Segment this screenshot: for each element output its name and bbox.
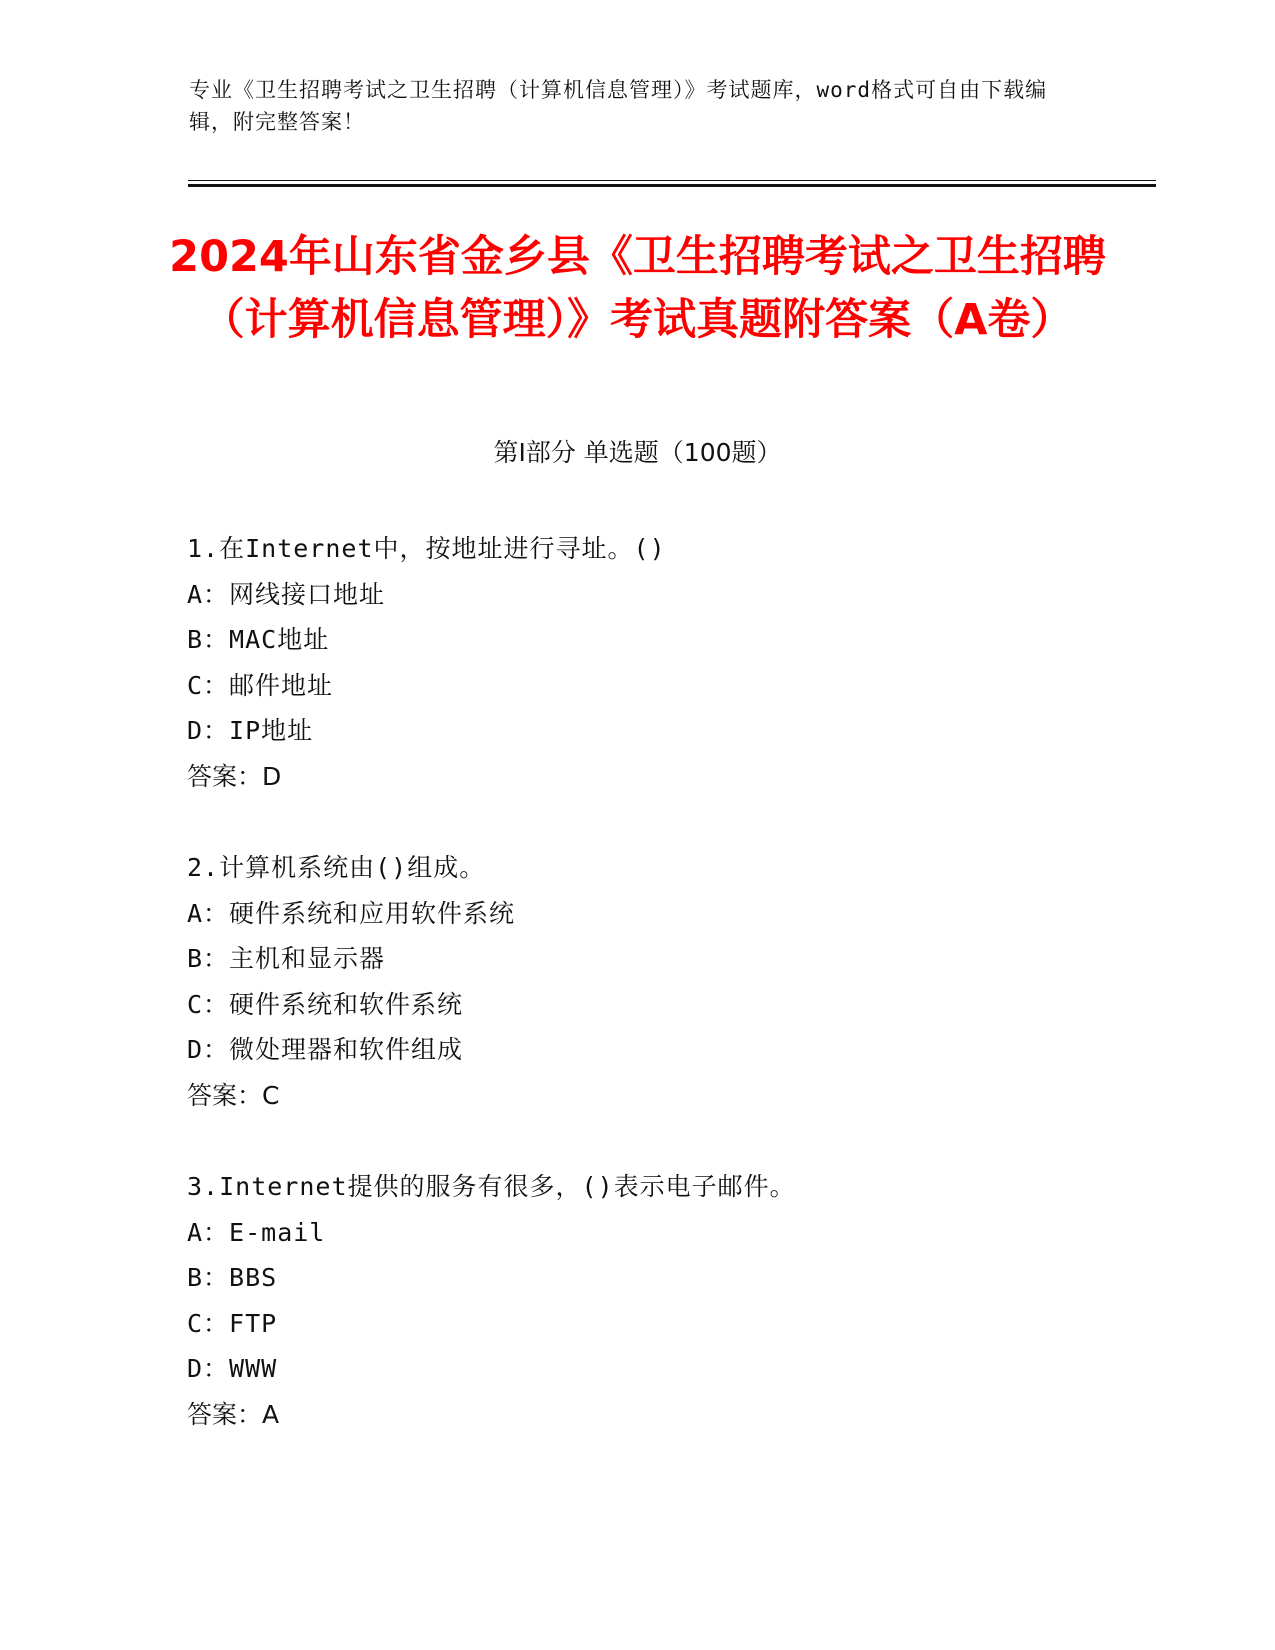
- question-item: [187, 845, 1137, 1118]
- answer-line: 答案：C: [187, 1080, 280, 1110]
- option-d: D：微处理器和软件组成: [187, 1035, 464, 1064]
- header-note: 专业《卫生招聘考试之卫生招聘（计算机信息管理）》考试题库，word格式可自由下载编辑，附完整答案！: [189, 78, 1048, 134]
- section-heading: 第I部分 单选题（100题）: [493, 438, 782, 467]
- option-c: C：邮件地址: [187, 670, 334, 700]
- question-stem: 1.在Internet中，按地址进行寻址。(): [187, 534, 666, 563]
- option-c: C：FTP: [187, 1308, 278, 1338]
- option-b: B：BBS: [187, 1263, 278, 1292]
- option-b: B：主机和显示器: [187, 944, 386, 973]
- question-item: [187, 1164, 1137, 1437]
- option-a: A：网线接口地址: [187, 579, 386, 609]
- header-divider-thin: [188, 180, 1156, 181]
- option-b: B：MAC地址: [187, 625, 330, 654]
- option-d: D：WWW: [187, 1354, 278, 1383]
- option-a: A：E-mail: [187, 1217, 326, 1247]
- document-title: 2024年山东省金乡县《卫生招聘考试之卫生招聘（计算机信息管理）》考试真题附答案（A卷）: [169, 232, 1106, 345]
- option-d: D：IP地址: [187, 716, 314, 745]
- answer-line: 答案：A: [187, 1399, 280, 1429]
- question-stem: 2.计算机系统由()组成。: [187, 853, 486, 882]
- answer-line: 答案：D: [187, 761, 282, 791]
- header-divider-thick: [188, 184, 1156, 187]
- question-item: [187, 526, 1137, 799]
- option-a: A：硬件系统和应用软件系统: [187, 898, 516, 928]
- question-stem: 3.Internet提供的服务有很多，()表示电子邮件。: [187, 1172, 796, 1201]
- option-c: C：硬件系统和软件系统: [187, 989, 464, 1019]
